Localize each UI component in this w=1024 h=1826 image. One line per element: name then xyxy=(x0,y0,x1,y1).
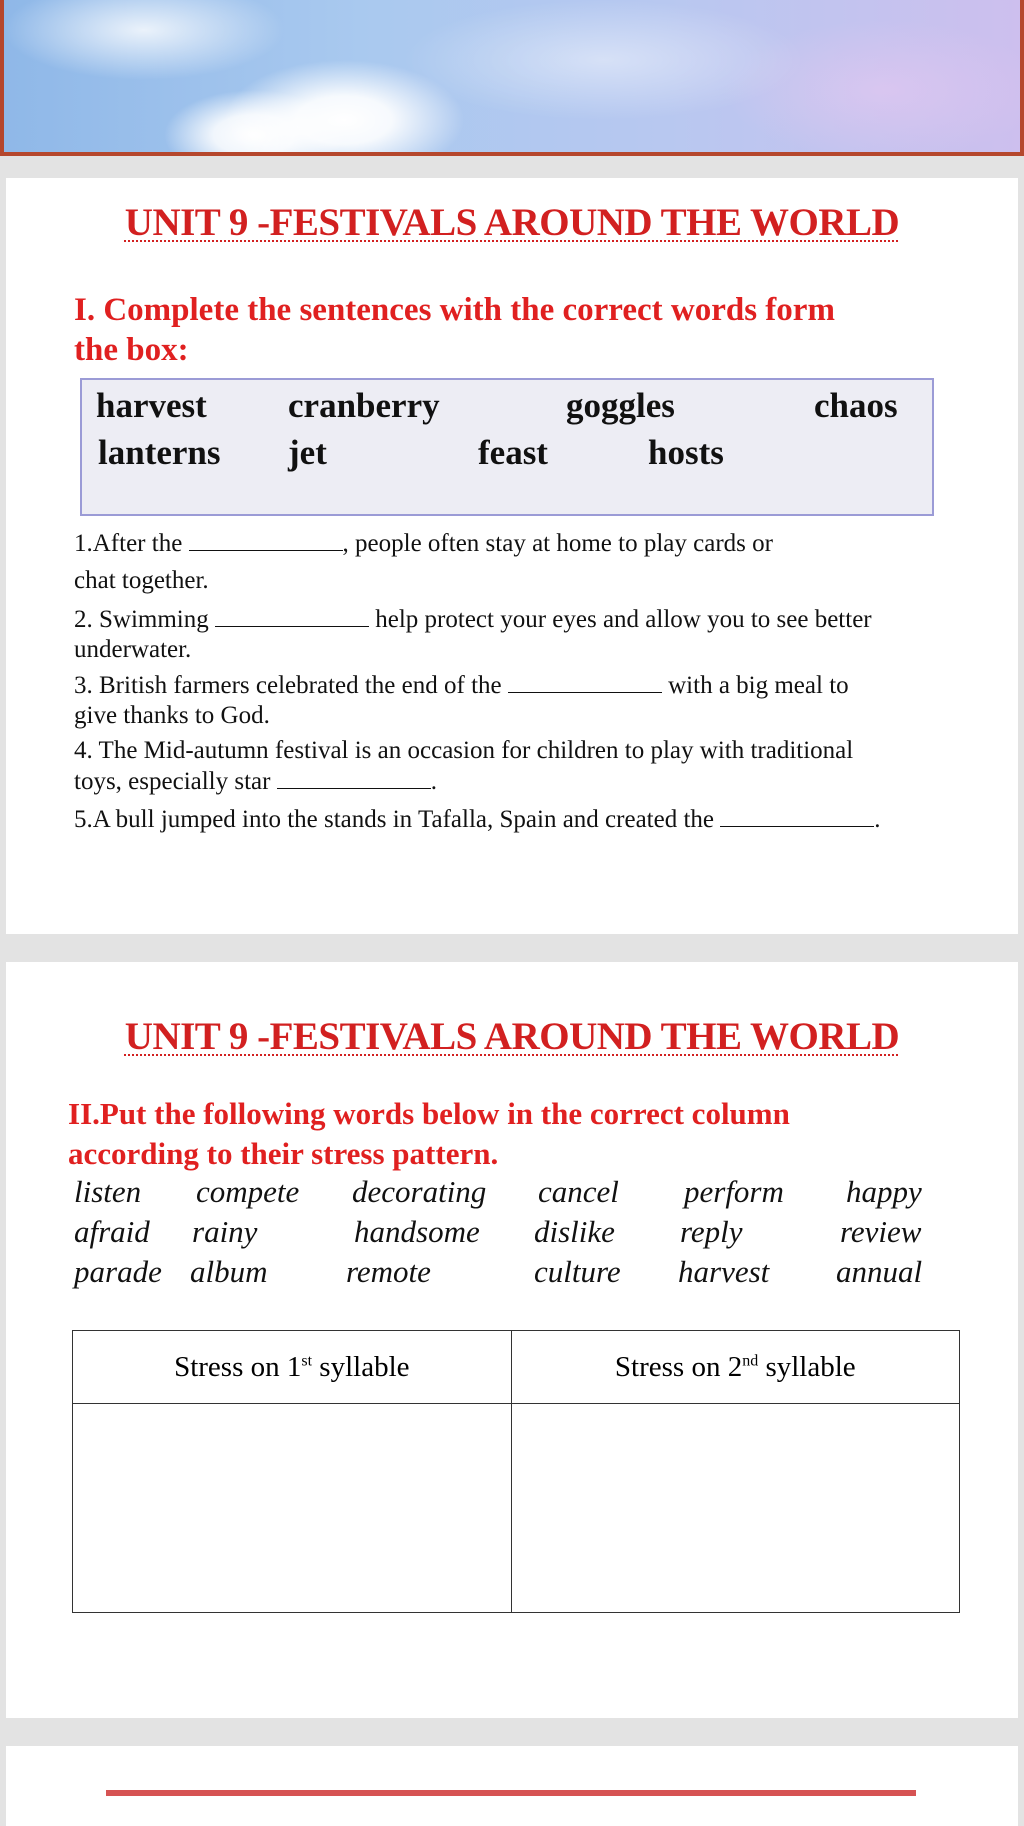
word-item: reply xyxy=(680,1214,743,1249)
word-item: review xyxy=(840,1214,922,1249)
sentence-1: 1.After the , people often stay at home to play cards or chat together. xyxy=(74,530,773,594)
answer-blank[interactable] xyxy=(720,804,874,827)
word-item: compete xyxy=(196,1174,300,1209)
page-title: UNIT 9 -FESTIVALS AROUND THE WORLD xyxy=(124,1015,900,1058)
word-box-item: feast xyxy=(478,433,548,472)
word-item: handsome xyxy=(354,1214,480,1249)
word-item: harvest xyxy=(678,1254,770,1289)
word-item: remote xyxy=(346,1254,431,1289)
sentence-5: 5.A bull jumped into the stands in Tafalla, Spain and created the . xyxy=(74,806,881,833)
worksheet-page-3 xyxy=(6,1746,1018,1826)
word-box-item: cranberry xyxy=(288,386,440,425)
exercise-1-heading-line2: the box: xyxy=(74,332,189,368)
worksheet-page-1 xyxy=(6,178,1018,934)
word-item: parade xyxy=(74,1254,162,1289)
word-box-item: jet xyxy=(288,433,327,472)
answer-blank[interactable] xyxy=(508,670,662,693)
page-title: UNIT 9 -FESTIVALS AROUND THE WORLD xyxy=(124,201,900,244)
stress-first-header: Stress on 1st syllable xyxy=(73,1331,512,1404)
word-box-item: hosts xyxy=(648,433,724,472)
exercise-2-heading-line1: II.Put the following words below in the correct column xyxy=(68,1096,790,1131)
word-item: rainy xyxy=(192,1214,258,1249)
cut-off-title xyxy=(106,1790,916,1814)
sentence-2: 2. Swimming help protect your eyes and allow you to see better underwater. xyxy=(74,606,872,663)
worksheet-page-2 xyxy=(6,962,1018,1718)
word-box-item: lanterns xyxy=(98,433,221,472)
word-box-item: harvest xyxy=(96,386,207,425)
word-item: perform xyxy=(684,1174,784,1209)
header-banner-image xyxy=(0,0,1024,156)
answer-blank[interactable] xyxy=(277,766,431,789)
word-item: dislike xyxy=(534,1214,615,1249)
stress-first-answer-cell[interactable] xyxy=(73,1404,512,1613)
word-item: decorating xyxy=(352,1174,487,1209)
sentence-4: 4. The Mid-autumn festival is an occasion for children to play with traditional toys, especially star . xyxy=(74,737,854,795)
word-box xyxy=(80,378,934,516)
exercise-1-heading-line1: I. Complete the sentences with the correct words form xyxy=(74,292,835,328)
sentence-3: 3. British farmers celebrated the end of the with a big meal to give thanks to God. xyxy=(74,672,849,729)
word-item: album xyxy=(190,1254,268,1289)
word-item: happy xyxy=(846,1174,922,1209)
stress-second-header: Stress on 2nd syllable xyxy=(511,1331,959,1404)
stress-table xyxy=(72,1330,960,1613)
word-item: cancel xyxy=(538,1174,619,1209)
answer-blank[interactable] xyxy=(215,604,369,627)
exercise-2-heading-line2: according to their stress pattern. xyxy=(68,1136,499,1171)
word-item: listen xyxy=(74,1174,142,1209)
word-item: culture xyxy=(534,1254,621,1289)
word-box-item: goggles xyxy=(566,386,675,425)
answer-blank[interactable] xyxy=(189,528,343,551)
word-item: annual xyxy=(836,1254,923,1289)
stress-second-answer-cell[interactable] xyxy=(511,1404,959,1613)
word-box-item: chaos xyxy=(814,386,898,425)
word-item: afraid xyxy=(74,1214,150,1249)
